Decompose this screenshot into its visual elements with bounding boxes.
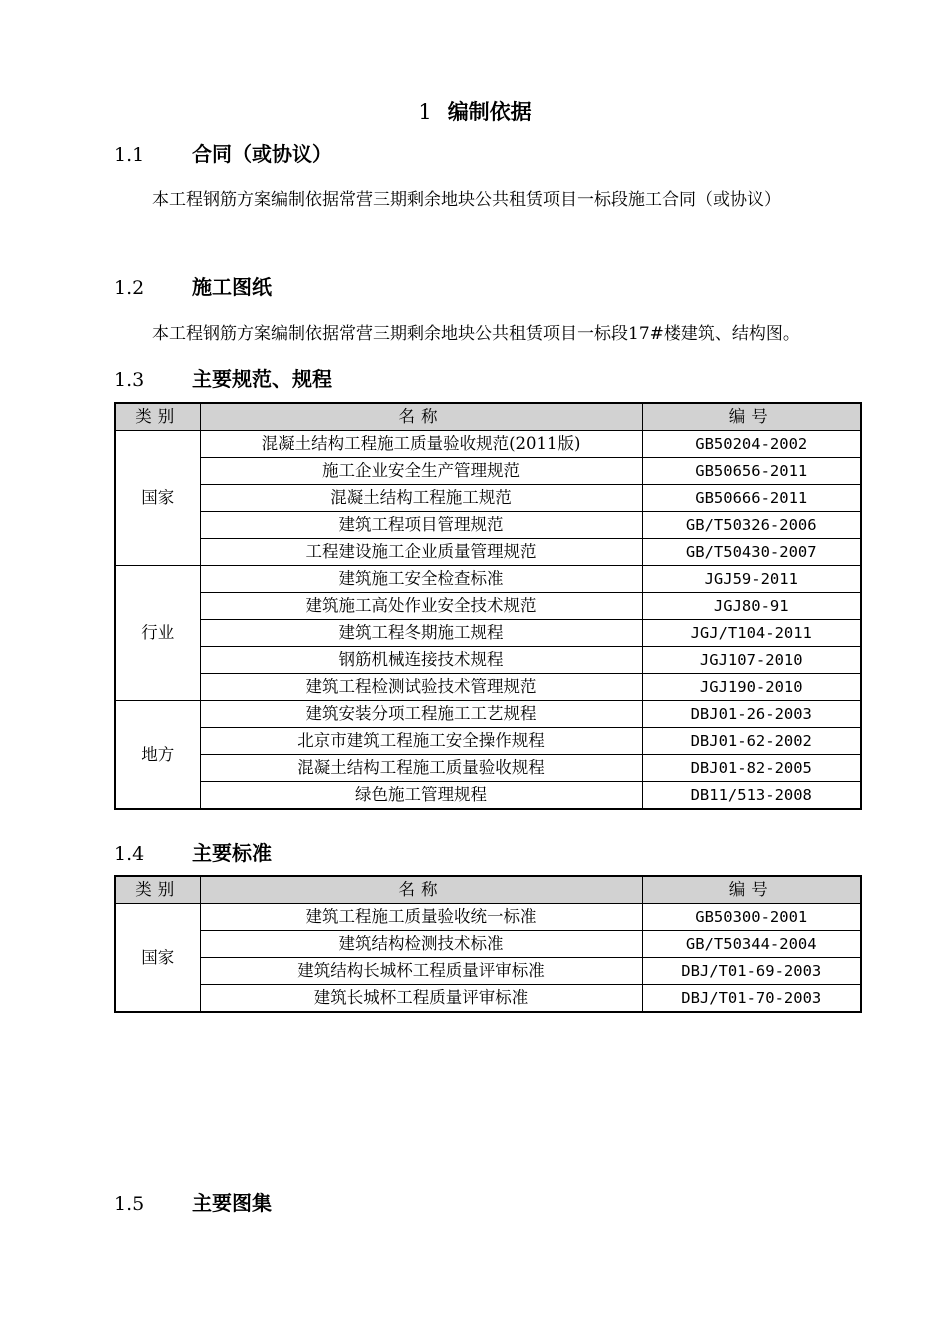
standard-name: 建筑工程项目管理规范 — [200, 512, 642, 539]
standard-code: JGJ80-91 — [642, 593, 861, 620]
standard-code: JGJ59-2011 — [642, 566, 861, 593]
table-row — [115, 566, 861, 593]
table-row — [115, 904, 861, 931]
standard-code: DBJ/T01-69-2003 — [642, 958, 861, 985]
table-row — [115, 539, 861, 566]
table-row — [115, 431, 861, 458]
standard-name: 建筑工程施工质量验收统一标准 — [200, 904, 642, 931]
table-row — [115, 485, 861, 512]
table-row — [115, 674, 861, 701]
standard-name: 建筑工程冬期施工规程 — [200, 620, 642, 647]
section-number: 1.4 — [114, 843, 145, 865]
standards-table — [114, 875, 862, 1013]
section-title: 施工图纸 — [192, 275, 272, 299]
standard-name: 绿色施工管理规程 — [200, 782, 642, 810]
paragraph-drawings: 本工程钢筋方案编制依据常营三期剩余地块公共租赁项目一标段17#楼建筑、结构图。 — [152, 324, 800, 344]
section-number: 1.2 — [114, 277, 145, 299]
table-header-row — [115, 876, 861, 904]
standard-name: 钢筋机械连接技术规程 — [200, 647, 642, 674]
standard-name: 建筑结构检测技术标准 — [200, 931, 642, 958]
table-row — [115, 782, 861, 810]
standard-code: JGJ/T104-2011 — [642, 620, 861, 647]
specs-table — [114, 402, 862, 810]
header-code: 编号 — [642, 403, 861, 431]
standard-code: GB50656-2011 — [642, 458, 861, 485]
chapter-title-text: 编制依据 — [447, 100, 532, 124]
standard-code: GB50666-2011 — [642, 485, 861, 512]
table-header-row — [115, 403, 861, 431]
table-row — [115, 755, 861, 782]
section-heading-1-1 — [114, 138, 332, 167]
table-row — [115, 931, 861, 958]
standard-name: 混凝土结构工程施工质量验收规程 — [200, 755, 642, 782]
table-row — [115, 647, 861, 674]
paragraph-contract: 本工程钢筋方案编制依据常营三期剩余地块公共租赁项目一标段施工合同（或协议） — [152, 190, 781, 210]
section-number: 1.5 — [114, 1193, 145, 1215]
header-category: 类别 — [115, 876, 200, 904]
table-row — [115, 728, 861, 755]
standard-code: JGJ190-2010 — [642, 674, 861, 701]
category-cell: 国家 — [115, 431, 200, 566]
standard-name: 建筑工程检测试验技术管理规范 — [200, 674, 642, 701]
standard-name: 北京市建筑工程施工安全操作规程 — [200, 728, 642, 755]
standard-name: 混凝土结构工程施工质量验收规范(2011版) — [200, 431, 642, 458]
category-cell: 行业 — [115, 566, 200, 701]
header-name: 名称 — [200, 403, 642, 431]
section-title: 主要标准 — [192, 841, 272, 865]
section-title: 合同（或协议） — [192, 142, 332, 166]
section-heading-1-5 — [114, 1187, 272, 1216]
standard-name: 建筑安装分项工程施工工艺规程 — [200, 701, 642, 728]
table-row — [115, 958, 861, 985]
standard-code: GB/T50430-2007 — [642, 539, 861, 566]
section-heading-1-2 — [114, 271, 272, 300]
section-number: 1.3 — [114, 369, 145, 391]
standard-name: 施工企业安全生产管理规范 — [200, 458, 642, 485]
standard-code: GB50204-2002 — [642, 431, 861, 458]
section-title: 主要规范、规程 — [192, 367, 332, 391]
standard-code: GB/T50326-2006 — [642, 512, 861, 539]
standard-name: 混凝土结构工程施工规范 — [200, 485, 642, 512]
standard-code: GB50300-2001 — [642, 904, 861, 931]
category-cell: 地方 — [115, 701, 200, 810]
header-category: 类别 — [115, 403, 200, 431]
chapter-title — [0, 96, 950, 126]
standard-code: DBJ01-26-2003 — [642, 701, 861, 728]
section-heading-1-3 — [114, 363, 332, 392]
standard-name: 建筑施工安全检查标准 — [200, 566, 642, 593]
category-cell: 国家 — [115, 904, 200, 1013]
section-number: 1.1 — [114, 144, 145, 166]
table-row — [115, 458, 861, 485]
table-row — [115, 593, 861, 620]
table-row — [115, 512, 861, 539]
section-title: 主要图集 — [192, 1191, 272, 1215]
chapter-number: 1 — [418, 100, 432, 124]
standard-name: 建筑长城杯工程质量评审标准 — [200, 985, 642, 1013]
standard-name: 工程建设施工企业质量管理规范 — [200, 539, 642, 566]
table-row — [115, 985, 861, 1013]
standard-code: JGJ107-2010 — [642, 647, 861, 674]
header-code: 编号 — [642, 876, 861, 904]
standard-code: DB11/513-2008 — [642, 782, 861, 810]
table-row — [115, 701, 861, 728]
standard-name: 建筑施工高处作业安全技术规范 — [200, 593, 642, 620]
table-row — [115, 620, 861, 647]
standard-code: DBJ01-62-2002 — [642, 728, 861, 755]
standard-code: DBJ01-82-2005 — [642, 755, 861, 782]
header-name: 名称 — [200, 876, 642, 904]
section-heading-1-4 — [114, 837, 272, 866]
standard-code: GB/T50344-2004 — [642, 931, 861, 958]
standard-name: 建筑结构长城杯工程质量评审标准 — [200, 958, 642, 985]
standard-code: DBJ/T01-70-2003 — [642, 985, 861, 1013]
